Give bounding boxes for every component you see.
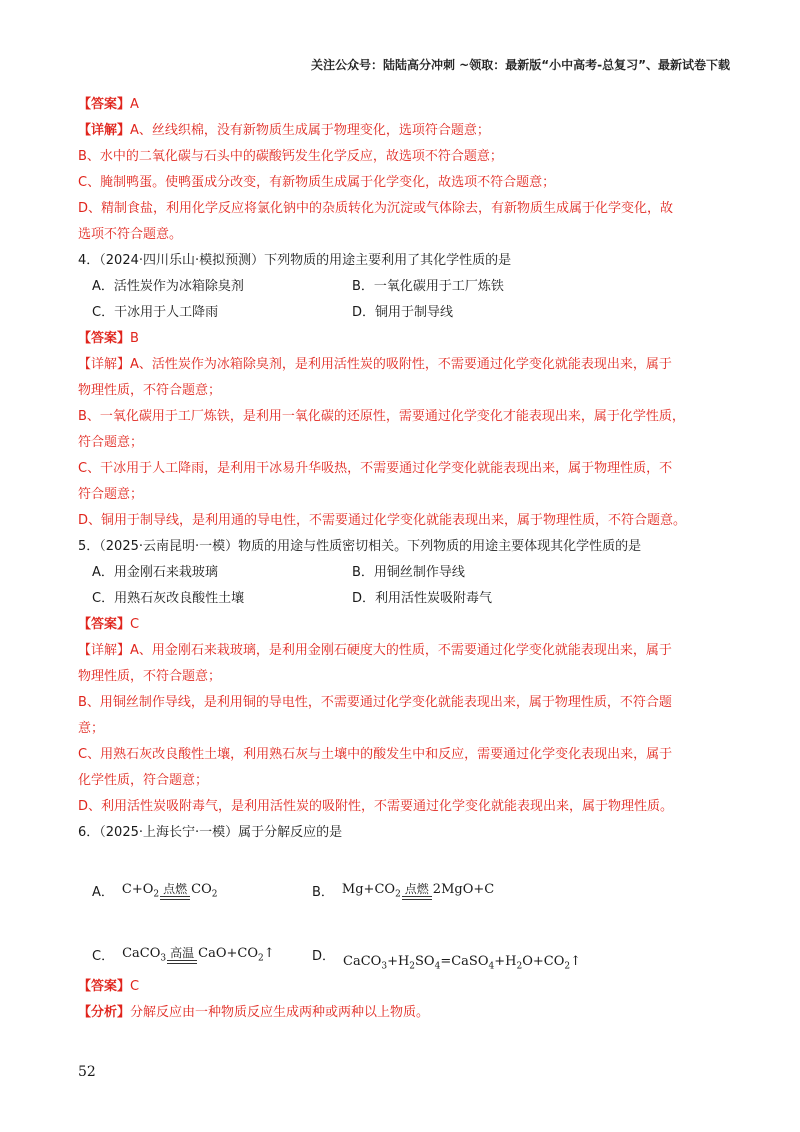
answer-line: 【答案】B [78,331,139,346]
reaction-condition: 点燃 [402,883,432,900]
detail-line: 意； [78,721,105,736]
option-a: A．活性炭作为冰箱除臭剂 [92,279,244,294]
option-c: C．干冰用于人工降雨 [92,305,219,320]
equations-row2 [78,904,728,972]
question-4-options-row2 [78,300,728,326]
question-4-stem: 4．（2024·四川乐山·模拟预测）下列物质的用途主要利用了其化学性质的是 [78,253,512,268]
reaction-condition: 高温 [167,947,197,964]
answer-line: 【答案】C [78,617,140,632]
option-b: B．用铜丝制作导线 [352,565,465,580]
detail-line: D、铜用于制导线，是利用通的导电性，不需要通过化学变化就能表现出来，属于物理性质，不符合题意。 [78,513,687,528]
detail-line: 【详解】A、丝线织棉，没有新物质生成属于物理变化，选项符合题意； [78,123,490,138]
detail-line: D、精制食盐，利用化学反应将氯化钠中的杂质转化为沉淀或气体除去，有新物质生成属于化学变化，故 [78,201,674,216]
question-5-stem: 5．（2025·云南昆明·一模）物质的用途与性质密切相关。下列物质的用途主要体现其化学性质的是 [78,539,642,554]
answer-line: 【答案】A [78,97,139,112]
analysis-line: 【分析】分解反应由一种物质反应生成两种或两种以上物质。 [78,1005,430,1020]
answer-line: 【答案】C [78,979,140,994]
equations-row1 [78,850,728,900]
question-4-options-row1 [78,274,728,300]
option-c-equation: C． CaCO$_3$ 高温 $CaO+CO_2↑$ [92,946,275,964]
detail-line: 选项不符合题意。 [78,227,183,242]
detail-line: 【详解】A、活性炭作为冰箱除臭剂，是利用活性炭的吸附性，不需要通过化学变化就能表现出来，属于 [78,357,672,372]
question-6-stem: 6．（2025·上海长宁·一模）属于分解反应的是 [78,825,343,840]
reaction-condition: 点燃 [160,883,190,900]
detail-line: 物理性质，不符合题意； [78,383,222,398]
detail-line: 化学性质，符合题意； [78,773,209,788]
detail-line: 物理性质，不符合题意； [78,669,222,684]
detail-line: B、用铜丝制作导线，是利用铜的导电性，不需要通过化学变化就能表现出来，属于物理性质，不符合题 [78,695,672,710]
detail-line: 符合题意； [78,487,144,502]
detail-line: C、用熟石灰改良酸性土壤，利用熟石灰与土壤中的酸发生中和反应，需要通过化学变化表现出来，属于 [78,747,673,762]
option-d: D．铜用于制导线 [352,305,454,320]
option-d-equation: D． $CaCO_3+H_2SO_4=CaSO_4+H_2O+CO_2↑$ [312,949,581,972]
option-b-equation: B． $Mg+CO_2$ 点燃 2MgO+C [312,882,495,900]
option-c: C．用熟石灰改良酸性土壤 [92,591,245,606]
detail-line: B、一氧化碳用于工厂炼铁，是利用一氧化碳的还原性，需要通过化学变化才能表现出来，属于化学性质， [78,409,685,424]
question-5-options-row2 [78,586,728,612]
option-a: A．用金刚石来栽玻璃 [92,565,218,580]
option-d: D．利用活性炭吸附毒气 [352,591,493,606]
detail-line: B、水中的二氧化碳与石头中的碳酸钙发生化学反应，故选项不符合题意； [78,149,503,164]
detail-line: 【详解】A、用金刚石来栽玻璃，是利用金刚石硬度大的性质，不需要通过化学变化就能表现出来，属于 [78,643,672,658]
page-number: 52 [78,1064,96,1080]
detail-line: C、干冰用于人工降雨，是利用干冰易升华吸热，不需要通过化学变化就能表现出来，属于物理性质，不 [78,461,673,476]
question-5-options-row1 [78,560,728,586]
detail-line: C、腌制鸭蛋。使鸭蛋成分改变，有新物质生成属于化学变化，故选项不符合题意； [78,175,556,190]
page-header: 关注公众号：陆陆高分冲刺 ~领取：最新版“小中高考-总复习”、最新试卷下载 [311,58,730,72]
page-content [78,92,728,1026]
detail-line: D、利用活性炭吸附毒气，是利用活性炭的吸附性，不需要通过化学变化就能表现出来，属于物理性质。 [78,799,674,814]
option-a-equation: A． $C+O_2$ 点燃 $CO_2$ [92,882,218,900]
option-b: B．一氧化碳用于工厂炼铁 [352,279,504,294]
detail-line: 符合题意； [78,435,144,450]
